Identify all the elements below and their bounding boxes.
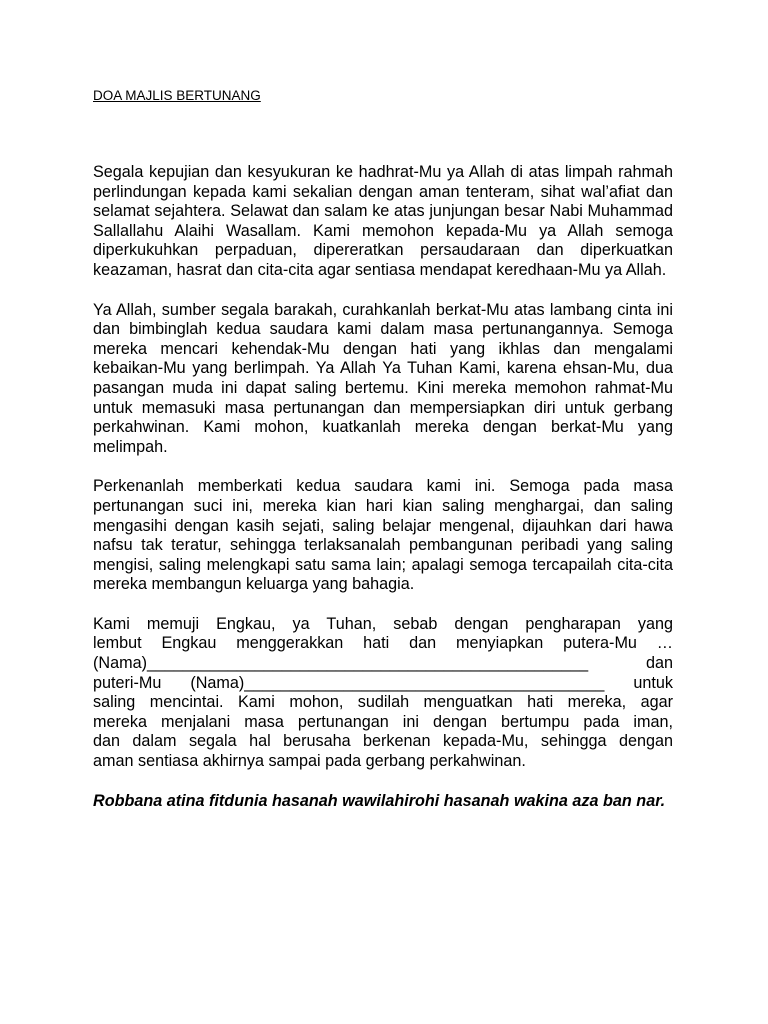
closing-prayer: Robbana atina fitdunia hasanah wawilahirohi hasanah wakina aza ban nar. [93,791,666,810]
document-page [93,86,673,811]
document-title: DOA MAJLIS BERTUNANG [93,88,261,103]
paragraph-opening-praise: Segala kepujian dan kesyukuran ke hadhrat-Mu ya Allah di atas limpah rahmah perlindungan kepada kami sekalian dengan aman tenteram, sihat wal’afiat dan selamat sejahtera. Selawat dan salam ke atas junjungan besar Nabi Muhammad Sallallahu Alaihi Wasallam. Kami memohon kepada-Mu ya Allah semoga diperkukuhkan perpaduan, dipereratkan persaudaraan dan diperkuatkan keazaman, hasrat dan cita-cita agar sentiasa mendapat keredhaan-Mu ya Allah. [93,163,673,279]
paragraph-line: dan dalam segala hal berusaha berkenan kepada-Mu, sehingga dengan [93,732,673,751]
paragraph-line: mereka menjalani masa pertunangan ini dengan bertumpu pada iman, [93,712,673,731]
groom-name-blank-line: (Nama)_________________________________________________ dan [93,654,673,673]
bride-name-blank-line: puteri-Mu (Nama)________________________________________ untuk [93,673,673,692]
paragraph-blessing-engagement: Ya Allah, sumber segala barakah, curahkanlah berkat-Mu atas lambang cinta ini dan bimbinglah kedua saudara kami dalam masa pertunangannya. Semoga mereka mencari kehendak-Mu dengan hati yang ikhlas dan mengalami kebaikan-Mu yang berlimpah. Ya Allah Ya Tuhan Kami, karena ehsan-Mu, dua pasangan muda ini dapat saling bertemu. Kini mereka memohon rahmat-Mu untuk memasuki masa pertunangan dan mempersiapkan diri untuk gerbang perkahwinan. Kami mohon, kuatkanlah mereka dengan berkat-Mu yang melimpah. [93,300,673,456]
paragraph-bless-couple: Perkenanlah memberkati kedua saudara kami ini. Semoga pada masa pertunangan suci ini, mereka kian hari kian saling menghargai, dan saling mengasihi dengan kasih sejati, saling belajar mengenal, dijauhkan dari hawa nafsu tak teratur, sehingga terlaksanalah pembangunan peribadi yang saling mengisi, saling melengkapi satu sama lain; apalagi semoga tercapailah cita-cita mereka membangun keluarga yang bahagia. [93,477,673,594]
paragraph-line: saling mencintai. Kami mohon, sudilah menguatkan hati mereka, agar [93,693,673,712]
paragraph-line: lembut Engkau menggerakkan hati dan menyiapkan putera-Mu … [93,634,673,653]
paragraph-line: Kami memuji Engkau, ya Tuhan, sebab dengan pengharapan yang [93,614,673,633]
paragraph-line: aman sentiasa akhirnya sampai pada gerbang perkahwinan. [93,752,526,771]
paragraph-name-blanks [93,615,673,772]
